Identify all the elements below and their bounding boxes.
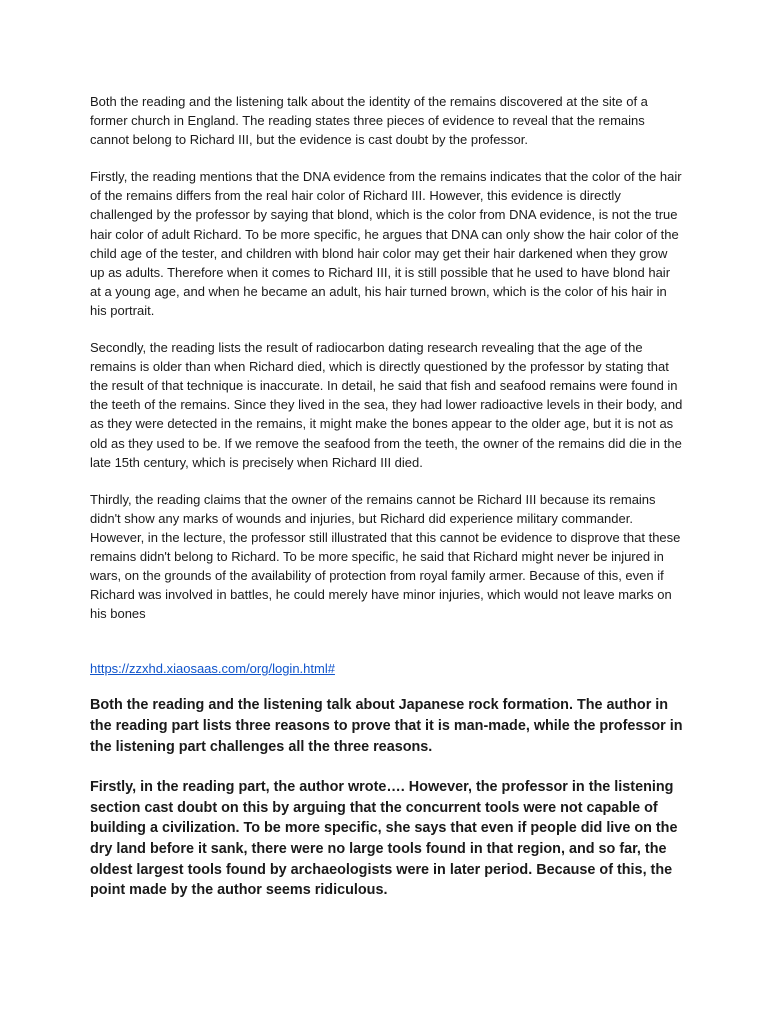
login-link[interactable]: https://zzxhd.xiaosaas.com/org/login.html# <box>90 661 335 677</box>
paragraph-intro: Both the reading and the listening talk about the identity of the remains discovered at the site of a former church in England. The reading states three pieces of evidence to reveal that the remains cannot belong to Richard III, but the evidence is cast doubt by the professor. <box>90 94 648 148</box>
paragraph-second-point: Secondly, the reading lists the result of radiocarbon dating research revealing that the age of the remains is older than when Richard died, which is directly questioned by the professor by stating that the result of that technique is inaccurate. In detail, he said that fish and seafood remains were found in the teeth of the remains. Since they lived in the sea, they had lower radioactive levels in their body, and as they were detected in the remains, it might make the bones appear to the older age, but it is not as old as they used to be. If we remove the seafood from the teeth, the owner of the remains did die in the late 15th century, which is precisely when Richard III died. <box>90 340 683 470</box>
paragraph-third-point: Thirdly, the reading claims that the owner of the remains cannot be Richard III because its remains didn't show any marks of wounds and injuries, but Richard did experience military commander. However, in the lecture, the professor still illustrated that this cannot be evidence to disprove that these remains didn't belong to Richard. To be more specific, he said that Richard might never be injured in wars, on the grounds of the availability of protection from royal family armer. Because of this, even if Richard was involved in battles, he could merely have minor injuries, which would not leave marks on his bones <box>90 491 681 622</box>
bold-paragraph-first-point: Firstly, in the reading part, the author wrote…. However, the professor in the listening section cast doubt on this by arguing that the concurrent tools were not capable of building a civilization. To be more specific, she says that even if people did live on the dry land before it sank, there were no large tools found in that region, and so far, the oldest largest tools found by archaeologists were in later period. Because of this, the point made by the author seems ridiculous. <box>90 779 678 899</box>
document-page <box>90 92 684 921</box>
paragraph-first-point: Firstly, the reading mentions that the DNA evidence from the remains indicates that the color of the hair of the remains differs from the real hair color of Richard III. However, this evidence is directly challenged by the professor by saying that blond, which is the color from DNA evidence, is not the true hair color of adult Richard. To be more specific, he argues that DNA can only show the hair color of the child age of the tester, and children with blond hair color may get their hair darkened when they grow up as adults. Therefore when it comes to Richard III, it is still possible that he used to have blond hair at a young age, and when he became an adult, his hair turned brown, which is the color of his hair in his portrait. <box>90 169 682 318</box>
bold-paragraph-intro: Both the reading and the listening talk about Japanese rock formation. The author in the reading part lists three reasons to prove that it is man-made, while the professor in the listening part challenges all the three reasons. <box>90 697 683 755</box>
